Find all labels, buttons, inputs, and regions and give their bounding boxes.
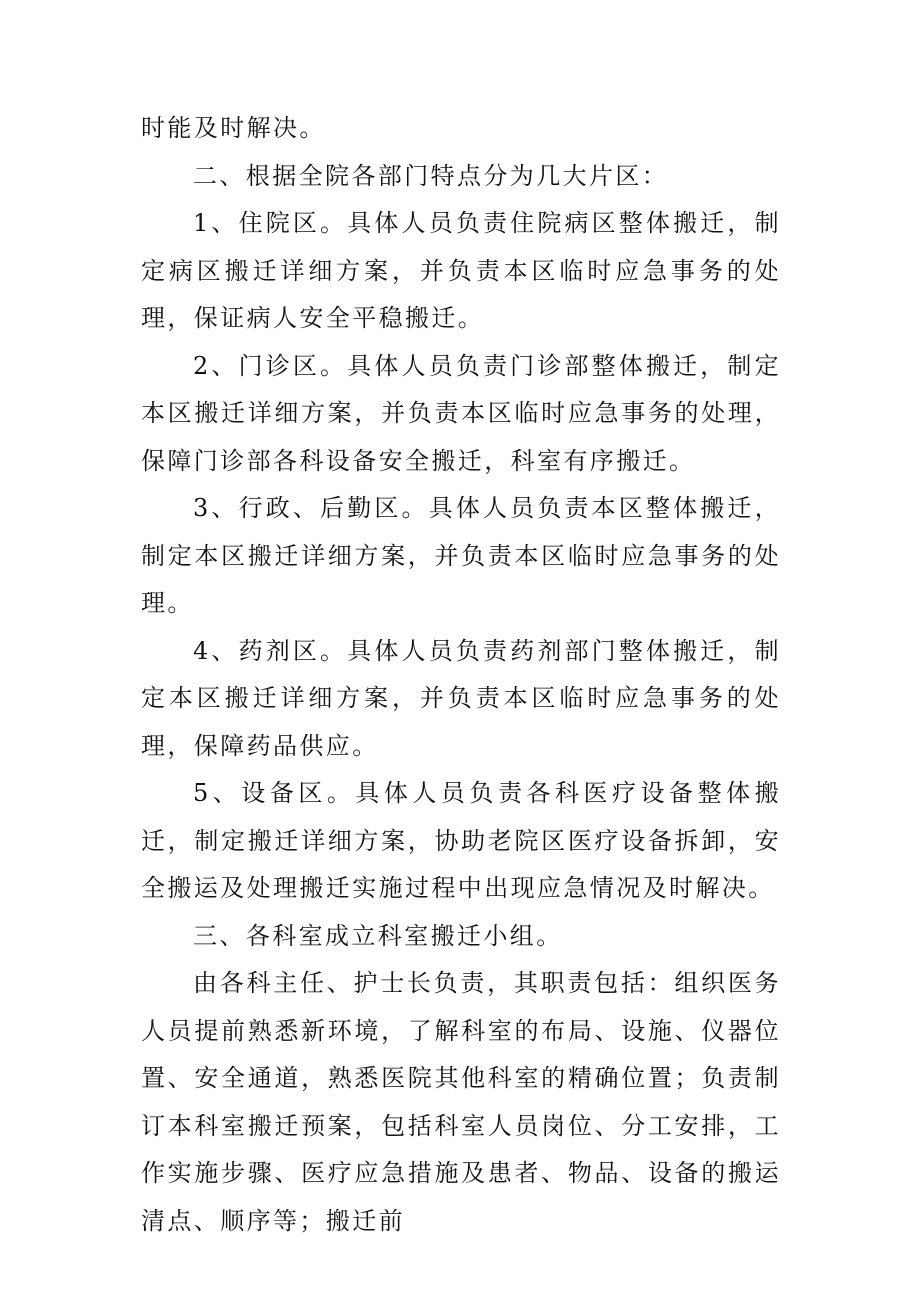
paragraph-equipment-area: 5、设备区。具体人员负责各科医疗设备整体搬迁，制定搬迁详细方案，协助老院区医疗设备拆卸，安全搬运及处理搬迁实施过程中出现应急情况及时解决。 xyxy=(141,779,781,902)
paragraph-section-two-heading: 二、根据全院各部门特点分为几大片区： xyxy=(193,161,669,190)
document-body xyxy=(141,105,781,1245)
paragraph-inpatient-area: 1、住院区。具体人员负责住院病区整体搬迁，制定病区搬迁详细方案，并负责本区临时应急事务的处理，保证病人安全平稳搬迁。 xyxy=(141,209,781,332)
paragraph-outpatient-area: 2、门诊区。具体人员负责门诊部整体搬迁，制定本区搬迁详细方案，并负责本区临时应急事务的处理，保障门诊部各科设备安全搬迁，科室有序搬迁。 xyxy=(141,351,781,475)
paragraph-department-duties: 由各科主任、护士长负责，其职责包括：组织医务人员提前熟悉新环境，了解科室的布局、设施、仪器位置、安全通道，熟悉医院其他科室的精确位置；负责制订本科室搬迁预案，包括科室人员岗位、分工安排，工作实施步骤、医疗应急措施及患者、物品、设备的搬运清点、顺序等；搬迁前 xyxy=(141,969,781,1235)
paragraph-continuation: 时能及时解决。 xyxy=(141,114,326,142)
paragraph-section-three-heading: 三、各科室成立科室搬迁小组。 xyxy=(193,921,563,950)
paragraph-admin-logistics-area: 3、行政、后勤区。具体人员负责本区整体搬迁，制定本区搬迁详细方案，并负责本区临时应急事务的处理。 xyxy=(141,494,781,617)
paragraph-pharmacy-area: 4、药剂区。具体人员负责药剂部门整体搬迁，制定本区搬迁详细方案，并负责本区临时应急事务的处理，保障药品供应。 xyxy=(141,636,781,760)
